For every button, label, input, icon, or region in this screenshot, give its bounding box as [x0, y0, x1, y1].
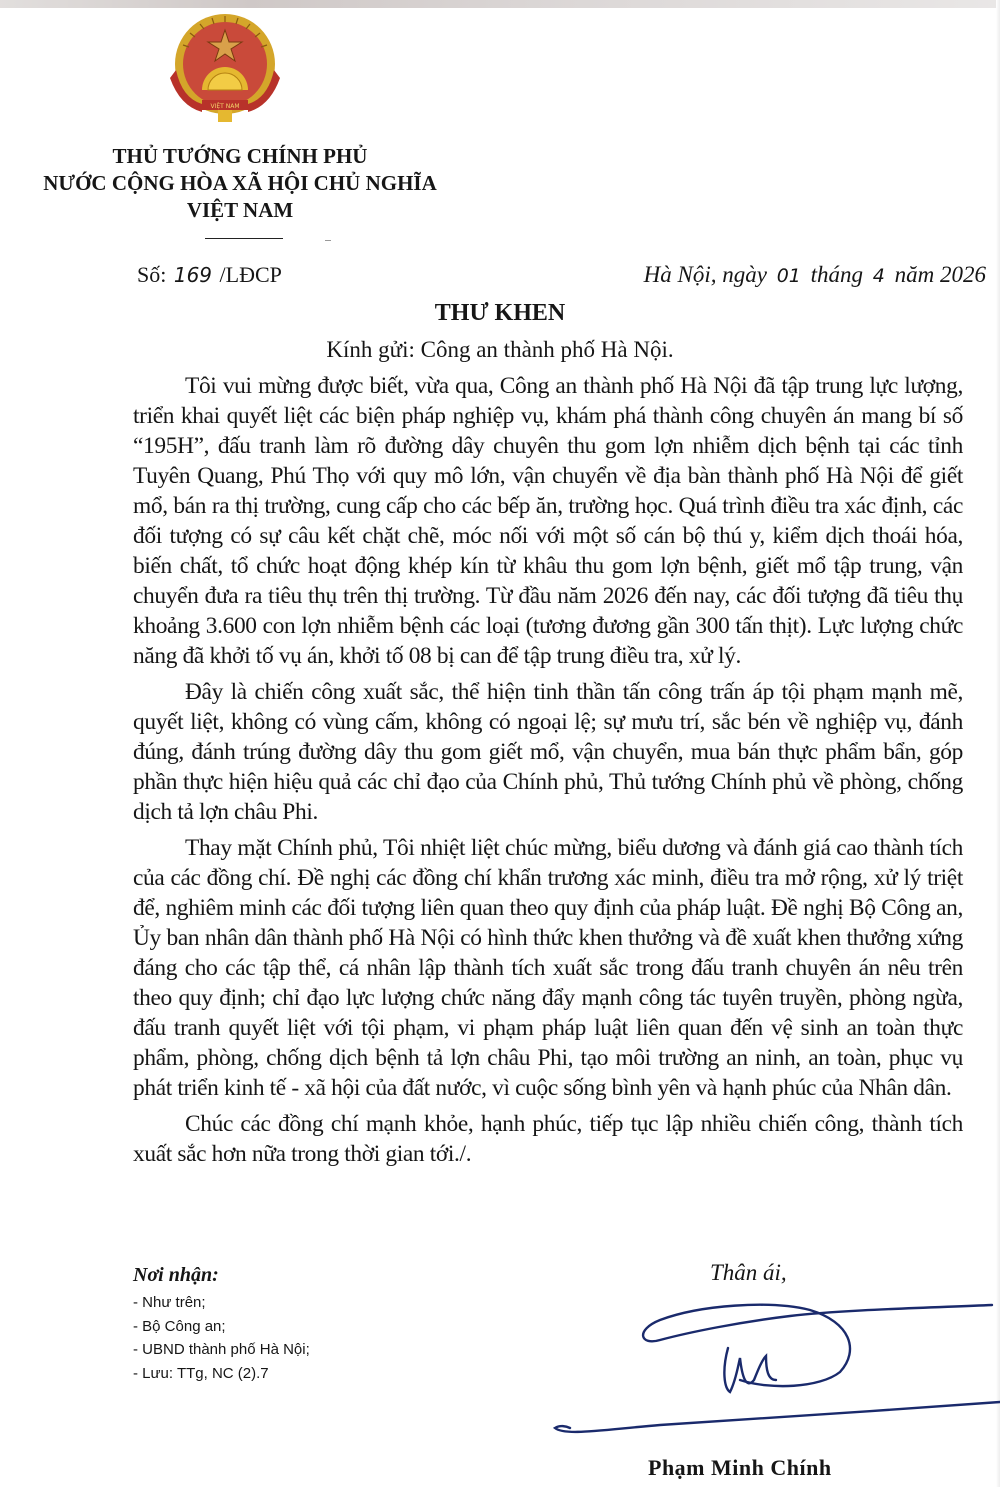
body-paragraph-1: Tôi vui mừng được biết, vừa qua, Công an thành phố Hà Nội đã tập trung lực lượng, triển khai quyết liệt các biện pháp nghiệp vụ, khám phá thành công chuyên án mang bí số “195H”, đấu tranh làm rõ đường dây chuyên thu gom lợn nhiễm dịch bệnh tại các tỉnh Tuyên Quang, Phú Thọ với quy mô lớn, vận chuyển về địa bàn thành phố Hà Nội để giết mổ, bán ra thị trường, cung cấp cho các bếp ăn, trường học. Quá trình điều tra xác định, các đối tượng có sự câu kết chặt chẽ, móc nối với một số cán bộ thú y, kiểm dịch thoái hóa, biến chất, tổ chức hoạt động khép kín từ khâu thu gom lợn bệnh, giết mổ tập trung, vận chuyển đưa ra tiêu thụ trên thị trường. Từ đầu năm 2026 đến nay, các đối tượng đã tiêu thụ khoảng 3.600 con lợn nhiễm bệnh các loại (tương đương gần 300 tấn thịt). Lực lượng chức năng đã khởi tố vụ án, khởi tố 08 bị can để tập trung điều tra, xử lý. [133, 373, 963, 669]
date-place: Hà Nội, ngày [643, 262, 767, 287]
scan-right-edge [996, 0, 1000, 1487]
distribution-item: - UBND thành phố Hà Nội; [133, 1341, 310, 1358]
distribution-item: - Lưu: TTg, NC (2).7 [133, 1364, 269, 1382]
emblem-text: VIỆT NAM [210, 103, 240, 110]
signer-name: Phạm Minh Chính [648, 1455, 832, 1480]
vietnam-national-emblem-icon [162, 8, 288, 126]
issuing-authority [30, 143, 450, 224]
closing-salutation: Thân ái, [710, 1260, 787, 1285]
distribution-item: - Như trên; [133, 1294, 206, 1311]
authority-line-3: VIỆT NAM [186, 198, 294, 222]
scan-top-shadow [0, 0, 1000, 8]
doc-number-value: 169 [173, 263, 213, 287]
date-month-label: tháng [810, 262, 864, 287]
letter-body [133, 371, 963, 1169]
date-month: 4 [872, 265, 885, 287]
distribution-label: Nơi nhận: [133, 1264, 219, 1286]
document-date [644, 262, 986, 288]
body-paragraph-4: Chúc các đồng chí mạnh khỏe, hạnh phúc, tiếp tục lập nhiều chiến công, thành tích xuất sắc hơn nữa trong thời gian tới./. [133, 1111, 963, 1167]
body-paragraph-2: Đây là chiến công xuất sắc, thể hiện tinh thần tấn công trấn áp tội phạm mạnh mẽ, quyết liệt, không có vùng cấm, không có ngoại lệ; sự mưu trí, sắc bén về nghiệp vụ, đánh đúng, đánh trúng đường dây thu gom giết mổ, vận chuyển, mua bán thực phẩm bẩn, góp phần thực hiện hiệu quả các chỉ đạo của Chính phủ, Thủ tướng Chính phủ về phòng, chống dịch tả lợn châu Phi. [133, 679, 963, 825]
distribution-list [133, 1262, 310, 1385]
date-year: năm 2026 [894, 262, 986, 287]
header-divider [205, 238, 283, 239]
handwritten-signature-icon [540, 1280, 1000, 1440]
scan-speck [325, 240, 331, 241]
date-day: 01 [776, 265, 801, 287]
doc-number-suffix: /LĐCP [219, 262, 282, 287]
authority-line-2: NƯỚC CỘNG HÒA XÃ HỘI CHỦ NGHĨA [43, 171, 437, 195]
distribution-item: - Bộ Công an; [133, 1317, 226, 1335]
doc-number-prefix: Số: [137, 262, 167, 287]
authority-line-1: THỦ TƯỚNG CHÍNH PHỦ [112, 144, 368, 168]
document-number [137, 262, 282, 288]
document-title: THƯ KHEN [434, 300, 566, 326]
recipient-line: Kính gửi: Công an thành phố Hà Nội. [326, 337, 674, 362]
body-paragraph-3: Thay mặt Chính phủ, Tôi nhiệt liệt chúc mừng, biểu dương và đánh giá cao thành tích của các đồng chí. Đề nghị các đồng chí khẩn trương xác minh, điều tra mở rộng, xử lý triệt để, nghiêm minh các đối tượng liên quan theo quy định của pháp luật. Đề nghị Bộ Công an, Ủy ban nhân dân thành phố Hà Nội có hình thức khen thưởng và đề xuất khen thưởng xứng đáng cho các tập thể, cá nhân lập thành tích xuất sắc trong đấu tranh chuyên án nêu trên theo quy định; chỉ đạo lực lượng chức năng đẩy mạnh công tác tuyên truyền, phòng ngừa, đấu tranh quyết liệt với tội phạm, vi phạm pháp luật liên quan đến vệ sinh an toàn thực phẩm, phòng, chống dịch bệnh tả lợn châu Phi, tạo môi trường an ninh, an toàn, phục vụ phát triển kinh tế - xã hội của đất nước, vì cuộc sống bình yên và hạnh phúc của Nhân dân. [133, 835, 963, 1101]
